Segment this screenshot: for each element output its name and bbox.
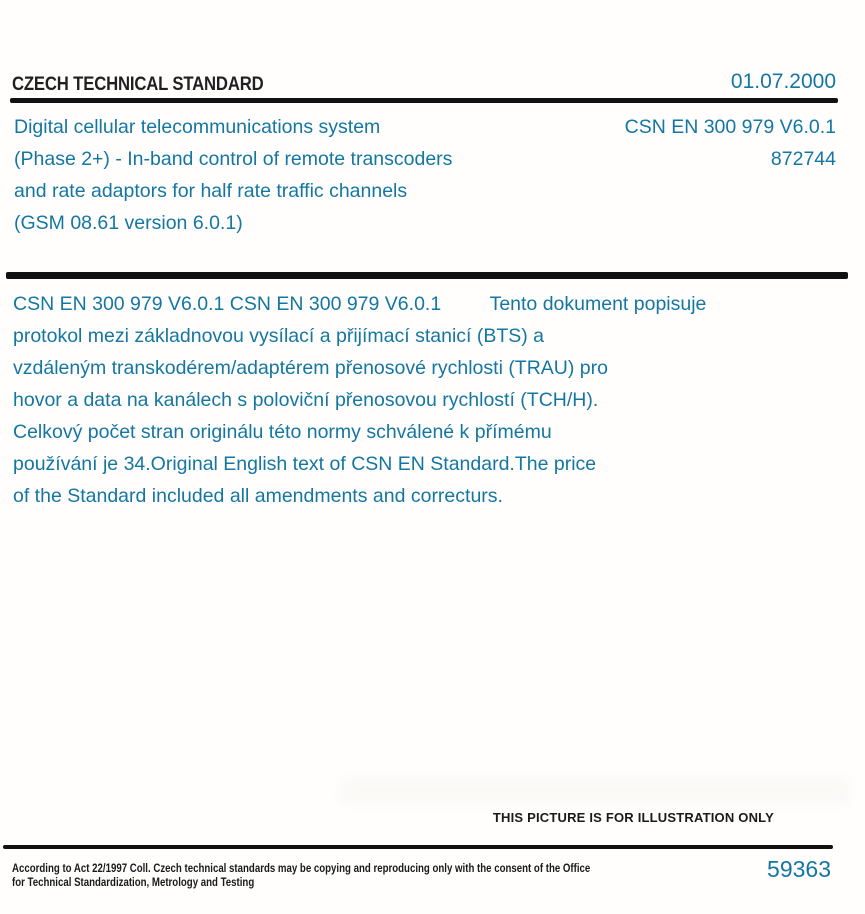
document-type-heading: CZECH TECHNICAL STANDARD bbox=[12, 74, 264, 95]
standard-title bbox=[14, 111, 452, 239]
copyright-notice-line: According to Act 22/1997 Coll. Czech technical standards may be copying and reproducing only with the consent of the Office bbox=[12, 863, 591, 875]
standard-title-line: Digital cellular telecommunications system bbox=[14, 116, 381, 138]
copyright-notice-line: for Technical Standardization, Metrology and Testing bbox=[12, 877, 255, 889]
copyright-notice bbox=[12, 862, 590, 890]
footer-divider-rule bbox=[3, 845, 833, 849]
abstract-line: používání je 34.Original English text of CSN EN Standard.The price bbox=[13, 453, 597, 475]
standard-number: CSN EN 300 979 V6.0.1 bbox=[624, 116, 836, 138]
price-code: 59363 bbox=[767, 856, 831, 882]
issue-date: 01.07.2000 bbox=[730, 70, 836, 93]
abstract-text bbox=[13, 288, 706, 512]
abstract-line: protokol mezi základnovou vysílací a přijímací stanicí (BTS) a bbox=[13, 325, 545, 347]
top-divider-rule bbox=[10, 98, 838, 103]
abstract-line: hovor a data na kanálech s poloviční přenosovou rychlostí (TCH/H). bbox=[13, 389, 599, 411]
standard-title-line: (Phase 2+) - In-band control of remote transcoders bbox=[14, 148, 453, 170]
abstract-line: Celkový počet stran originálu této normy schválené k přímému bbox=[13, 421, 552, 443]
illustration-disclaimer: THIS PICTURE IS FOR ILLUSTRATION ONLY bbox=[492, 810, 774, 825]
standard-reference-block bbox=[625, 111, 836, 175]
faint-watermark-smudge bbox=[340, 778, 850, 804]
abstract-line: of the Standard included all amendments and correcturs. bbox=[13, 485, 503, 507]
standard-title-line: (GSM 08.61 version 6.0.1) bbox=[14, 212, 243, 234]
standard-title-line: and rate adaptors for half rate traffic channels bbox=[14, 180, 408, 202]
middle-divider-rule bbox=[6, 272, 848, 279]
abstract-line: CSN EN 300 979 V6.0.1 CSN EN 300 979 V6.0.1 Tento dokument popisuje bbox=[13, 293, 707, 315]
catalog-number: 872744 bbox=[770, 148, 836, 170]
abstract-line: vzdáleným transkodérem/adaptérem přenosové rychlosti (TRAU) pro bbox=[13, 357, 608, 379]
